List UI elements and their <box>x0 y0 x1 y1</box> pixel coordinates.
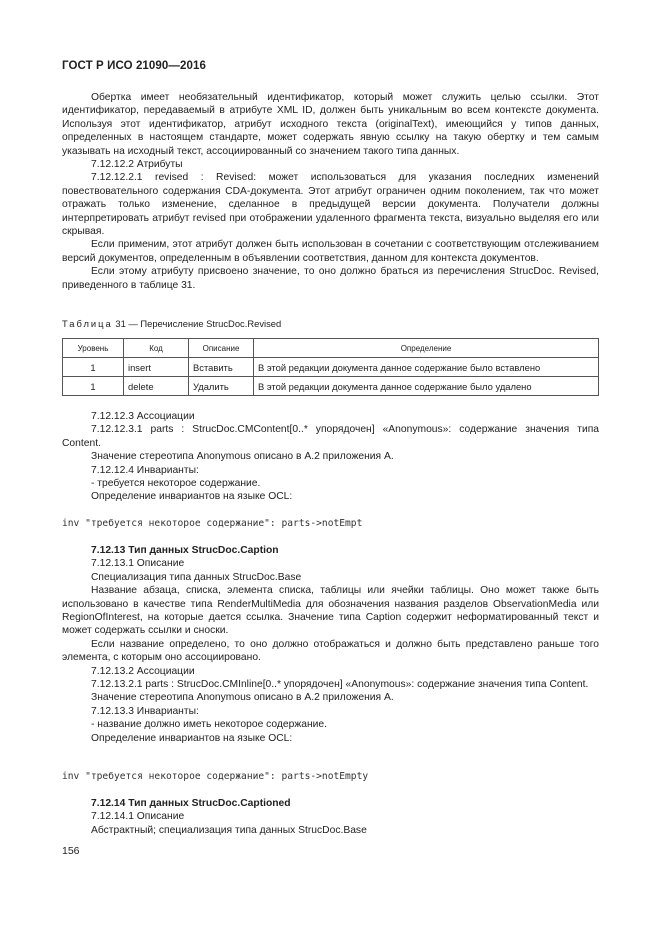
paragraph: 7.12.13.1 Описание <box>91 558 185 570</box>
paragraph: Название абзаца, списка, элемента списка, таблицы или ячейки таблицы. Оно может также быть использовано в качестве типа RenderMultiMedia для обозначения названия разделов ObservationMedia или RegionOfInterest, на которые дается ссылка. Значение типа Caption содержит неформатированный текст и может содержать ссылки и сноски. <box>62 585 599 637</box>
cell-description: Вставить <box>189 358 254 377</box>
paragraph: 7.12.12.2 Атрибуты <box>91 159 183 171</box>
paragraph: 7.12.12.3 Ассоциации <box>91 411 195 422</box>
paragraph: - название должно иметь некоторое содержание. <box>91 719 328 731</box>
paragraph: Абстрактный; специализация типа данных StrucDoc.Base <box>91 824 367 836</box>
column-header-code: Код <box>124 339 189 358</box>
paragraph: Если применим, этот атрибут должен быть использован в сочетании с соответствующим отслеживанием версий документов, определенным в объявлении соответствия, данном для контекста документов. <box>62 239 599 264</box>
cell-description: Удалить <box>189 377 254 396</box>
table-row <box>63 377 599 396</box>
cell-code: delete <box>124 377 189 396</box>
cell-definition: В этой редакции документа данное содержание было вставлено <box>254 358 599 377</box>
paragraph: 7.12.14.1 Описание <box>91 811 185 823</box>
paragraph: 7.12.13.2.1 parts : StrucDoc.CMInline[0..* упорядочен] «Anonymous»: содержание значения типа Content. <box>91 679 589 691</box>
section-heading: 7.12.14 Тип данных StrucDoc.Captioned <box>91 798 291 809</box>
text-block-attributes <box>62 91 599 292</box>
cell-level: 1 <box>63 377 124 396</box>
column-header-definition: Определение <box>254 339 599 358</box>
column-header-description: Описание <box>189 339 254 358</box>
text-block-associations <box>62 410 599 504</box>
text-block-captioned-type <box>62 797 599 837</box>
table-header-row <box>63 339 599 358</box>
cell-level: 1 <box>63 358 124 377</box>
paragraph: 7.12.12.3.1 parts : StrucDoc.CMContent[0..* упорядочен] «Anonymous»: содержание значения типа Content. <box>62 424 599 449</box>
paragraph: Если этому атрибуту присвоено значение, то оно должно браться из перечисления StrucDoc. Revised, приведенного в таблице 31. <box>62 266 599 291</box>
paragraph: Определение инвариантов на языке OCL: <box>91 491 293 503</box>
paragraph: Специализация типа данных StrucDoc.Base <box>91 571 302 583</box>
text-block-caption-type <box>62 544 599 745</box>
table-caption: Таблица 31 — Перечисление StrucDoc.Revised <box>62 318 282 329</box>
paragraph: Обертка имеет необязательный идентификатор, который может служить целью ссылки. Этот идентификатор, передаваемый в атрибуте XML ID, должен быть уникальным во всем контексте документа. Используя этот идентификатор, атрибут исходного текста (originalText), имеющийся у типов данных, определенных в настоящем стандарте, может содержать явную ссылку на такую обертку и тем самым указывать на исходный текст, ассоциированный со значением такого типа данных. <box>62 92 599 157</box>
ocl-code-1: inv "требуется некоторое содержание": parts->notEmpt <box>62 518 363 529</box>
paragraph: 7.12.13.3 Инварианты: <box>91 705 199 717</box>
section-heading: 7.12.13 Тип данных StrucDoc.Caption <box>91 545 279 556</box>
cell-definition: В этой редакции документа данное содержание было удалено <box>254 377 599 396</box>
paragraph: 7.12.13.2 Ассоциации <box>91 665 195 677</box>
revised-enumeration-table <box>62 338 599 396</box>
paragraph: Если название определено, то оно должно отображаться и должно быть представлено раньше того элемента, с которым оно ассоциировано. <box>62 638 599 664</box>
paragraph: 7.12.12.2.1 revised : Revised: может использоваться для указания последних изменений повествовательного содержания CDA-документа. Этот атрибут ограничен одним поколением, так что может отражать только изменение, сделанное в предыдущей версии документа. Получатели должны интерпретировать атрибут revised при отображении удаленного фрагмента текста, визуально выделяя его или скрывая. <box>62 172 599 238</box>
paragraph: - требуется некоторое содержание. <box>91 478 261 490</box>
document-header: ГОСТ Р ИСО 21090—2016 <box>62 60 207 72</box>
table-row <box>63 358 599 377</box>
ocl-code-2: inv "требуется некоторое содержание": parts->notEmpty <box>62 771 369 782</box>
paragraph: Значение стереотипа Anonymous описано в А.2 приложения А. <box>91 451 394 463</box>
paragraph: Значение стереотипа Anonymous описано в А.2 приложения А. <box>91 692 394 704</box>
column-header-level: Уровень <box>63 339 124 358</box>
page-number: 156 <box>62 845 80 857</box>
paragraph: Определение инвариантов на языке OCL: <box>91 732 293 744</box>
cell-code: insert <box>124 358 189 377</box>
paragraph: 7.12.12.4 Инварианты: <box>91 464 199 476</box>
